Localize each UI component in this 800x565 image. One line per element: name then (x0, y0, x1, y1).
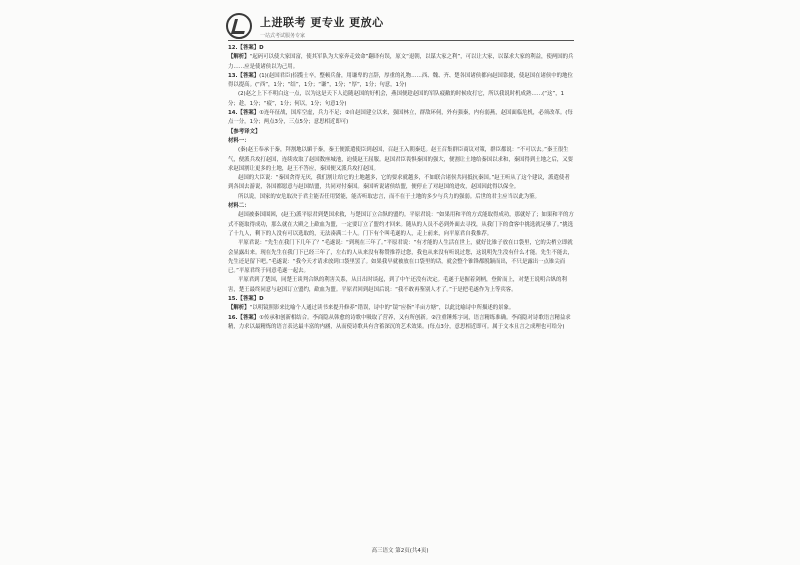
material2-paragraph: 平原君到了楚国，同楚王谈判合纵的利害关系，从日出时谈起，到了中午还没有决定。毛遂于是握着剑柄，登阶而上，对楚王说明合纵的利害，楚王最终同意与赵国订立盟约，歃血为盟。平原君回到赵国后说：“我不敢再鉴别人才了。”于是把毛遂作为上等宾客。 (228, 277, 567, 293)
answer-12: 12.【答案】D (228, 45, 264, 51)
page-footer: 高三语文 第2页(共4页) (371, 548, 429, 554)
material1-title: 材料一： (228, 137, 250, 144)
analysis-12: 【解析】“起码可以使大家国富，使其军队为大家奔走效命”翻译有误，原文“退朝，以谋大家之利”，可以让大家，以谋求大家的利益，使两国的兵力……应是使诸侯以为己用。 (228, 54, 574, 70)
analysis-15: 【解析】“以明镜照影来比喻个人通过读书来提升修养”错误，诗中的“镜”应指“半亩方塘”，以此比喻诗中所描述的景象。 (228, 305, 515, 312)
header-rule (228, 40, 574, 41)
header-subtitle: 一站式考试服务专家 (260, 32, 306, 39)
material1-paragraph: 所以说，国家的安危取决于君主能否任用贤能，能否听取忠言，而不在于土地的多少与兵力的强弱。后世的君主应当以此为鉴。 (238, 193, 540, 200)
material2-paragraph: 平原君说：“先生在我门下几年了？”毛遂说：“到现在三年了。”平原君说：“有才能的人生活在世上，就好比锥子放在口袋里，它的尖梢立即就会显露出来。现在先生在我门下已经三年了，左右的人从来没有称赞推荐过您，我也从来没有听说过您，这说明先生没有什么才能。先生不能去，先生还是留下吧。”毛遂说：“我今天才请求放到口袋里罢了。如果我早就被放在口袋里的话，就会整个锥锋都脱颖而出，不只是露出一点锥尖而已。”平原君终于同意毛遂一起去。 (228, 240, 574, 275)
material2-title: 材料二： (228, 203, 250, 210)
answer-13-part2: (2)赵之上下不明白这一点，以为这是天下人追随赵国的好机会，燕国便趁赵国的军队疲敝的时候攻打它，所以我说时机成熟……(“这”，1分；趁，1分；“疲”，1分；何以，1分；句意1分) (228, 91, 565, 107)
material2-paragraph: 赵国被秦国围困，(赵王)派平原君到楚国求救，与楚国订立合纵的盟约。平原君说：“如果用和平的方式能取得成功，那就好了；如果和平的方式不能取得成功，那么就在大殿之上歃血为盟，一定要订立了盟约才回来。随从的人员不必到外面去寻找，从我门下的食客中挑选就足够了。”挑选了十九人，剩下的人没有可以选取的，无法凑满二十人。门下有个叫毛遂的人，走上前来，向平原君自我推荐。 (228, 212, 574, 237)
logo-icon (226, 13, 252, 39)
answer-15: 15.【答案】D (228, 296, 264, 303)
header-title: 上进联考 更专业 更放心 (260, 15, 384, 29)
answer-14: 14.【答案】①连年征战，国库空虚，兵力不足；②自赵国建立以来，强国林立，群敌环伺，外有强秦，内有弱燕，赵国面临危机，必须改革。(每点一分，1分；两点3分，三点5分；意思相近即可) (228, 110, 573, 126)
main-content (228, 44, 574, 332)
material1-paragraph: (秦)赵王奉承于秦，拜割地以媚于秦，秦王便派遣使臣到赵国，召赵王入朝秦廷。赵王召集群臣商议对策，群臣都说：“不可以去。”秦王很生气，便派兵攻打赵国，连续攻取了赵国数座城池，迫使赵王屈服。赵国君臣畏惧秦国的强大，便割让土地给秦国以求和，秦国得到土地之后，又要求赵国割让更多的土地，赵王不答应，秦国便又派兵攻打赵国。 (228, 147, 574, 172)
answer-13: 13.【答案】(1)(赵国君臣)招揽士卒，整顿兵备，用谦卑的言辞，厚重的礼物……西、魏、齐、楚各国诸侯都向赵国靠拢，使赵国在诸侯中的地位得以提高。(“西”，1分；“结”，1分；“谦”，1分；“厚”，1分；句意，1分) (228, 72, 573, 89)
answer-16: 16.【答案】①传承和创新相结合。李商隐从韩愈的诗歌中吸取了营养，又有所创新。②注重锤炼字词，语言精练准确。李商隐对诗歌语言精益求精，力求以最精炼的语言表达最丰富的内涵，从而使诗歌具有含蓄深沉的艺术效果。(每点3分，意思相近即可。属于文本且言之成理也可给分) (228, 314, 571, 330)
header (226, 10, 384, 42)
reference-title: 【参考译文】 (228, 128, 261, 135)
material1-paragraph: 赵国的大臣说：“秦国贪得无厌，我们割让给它的土地越多，它的要求就越多，不如联合诸侯共同抵抗秦国。”赵王听从了这个建议，派遣使者到各国去游说，各国都愿意与赵国结盟，共同对付秦国。秦国听说诸侯结盟，便停止了对赵国的进攻，赵国因此得以保全。 (228, 175, 570, 191)
